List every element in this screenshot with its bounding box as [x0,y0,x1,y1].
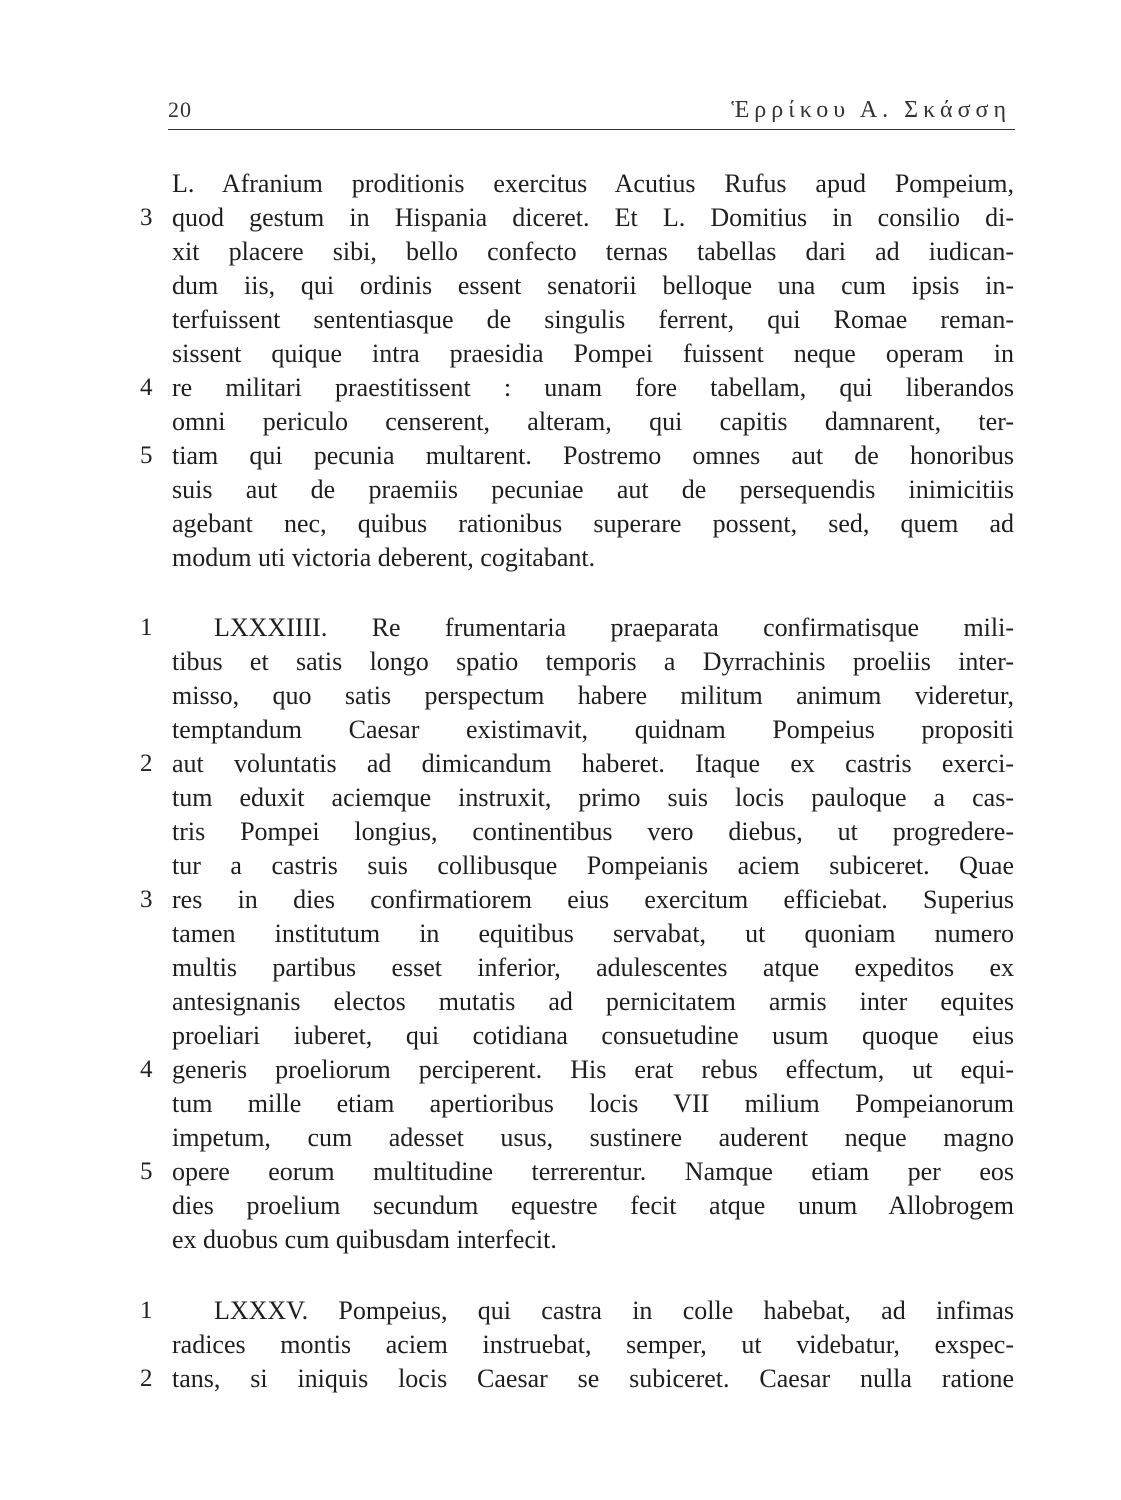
text-line: generis proeliorum perciperent. His erat rebus effectum, ut equi- [172,1055,1014,1084]
text-line: xit placere sibi, bello confecto ternas tabellas dari ad iudican- [172,237,1014,266]
text-line: LXXXIIII. Re frumentaria praeparata confirmatisque mili- [214,613,1014,642]
margin-section-number: 4 [140,1056,153,1083]
text-line: tiam qui pecunia multarent. Postremo omnes aut de honoribus [172,441,1014,470]
text-line: antesignanis electos mutatis ad pernicitatem armis inter equites [172,987,1014,1016]
margin-section-number: 1 [140,1297,153,1324]
text-line: aut voluntatis ad dimicandum haberet. Itaque ex castris exerci- [172,749,1014,778]
text-line: res in dies confirmatiorem eius exercitum efficiebat. Superius [172,885,1014,914]
text-line: tris Pompei longius, continentibus vero diebus, ut progredere- [172,817,1014,846]
text-line: dum iis, qui ordinis essent senatorii belloque una cum ipsis in- [172,271,1014,300]
text-line: LXXXV. Pompeius, qui castra in colle habebat, ad infimas [214,1296,1014,1325]
text-line: modum uti victoria deberent, cogitabant. [172,543,596,572]
margin-section-number: 5 [140,1158,153,1185]
text-line: agebant nec, quibus rationibus superare possent, sed, quem ad [172,509,1014,538]
margin-section-number: 3 [140,204,153,231]
text-line: tum mille etiam apertioribus locis VII milium Pompeianorum [172,1089,1014,1118]
text-line: quod gestum in Hispania diceret. Et L. Domitius in consilio di- [172,203,1014,232]
text-line: tum eduxit aciemque instruxit, primo suis locis pauloque a cas- [172,783,1014,812]
margin-section-number: 2 [140,750,153,777]
text-line: sissent quique intra praesidia Pompei fuissent neque operam in [172,339,1014,368]
margin-section-number: 3 [140,886,153,913]
page-header [168,93,1015,130]
margin-section-number: 4 [140,374,153,401]
text-line: tur a castris suis collibusque Pompeianis aciem subiceret. Quae [172,851,1014,880]
margin-section-number: 5 [140,442,153,469]
text-line: multis partibus esset inferior, adulescentes atque expeditos ex [172,953,1014,982]
text-line: L. Afranium proditionis exercitus Acutius Rufus apud Pompeium, [172,169,1014,198]
text-line: suis aut de praemiis pecuniae aut de persequendis inimicitiis [172,475,1014,504]
text-line: proeliari iuberet, qui cotidiana consuetudine usum quoque eius [172,1021,1014,1050]
running-head: Ἑρρίκου Α. Σκάσση [731,97,1011,123]
text-line: temptandum Caesar existimavit, quidnam Pompeius propositi [172,715,1014,744]
text-line: re militari praestitissent : unam fore tabellam, qui liberandos [172,373,1014,402]
text-line: dies proelium secundum equestre fecit atque unum Allobrogem [172,1191,1014,1220]
text-line: ex duobus cum quibusdam interfecit. [172,1225,557,1254]
text-line: radices montis aciem instruebat, semper, ut videbatur, exspec- [172,1330,1014,1359]
text-line: misso, quo satis perspectum habere militum animum videretur, [172,681,1014,710]
text-line: omni periculo censerent, alteram, qui capitis damnarent, ter- [172,407,1014,436]
text-line: terfuissent sententiasque de singulis ferrent, qui Romae reman- [172,305,1014,334]
text-line: tibus et satis longo spatio temporis a Dyrrachinis proeliis inter- [172,647,1014,676]
margin-section-number: 2 [140,1365,153,1392]
text-line: tamen institutum in equitibus servabat, ut quoniam numero [172,919,1014,948]
text-line: impetum, cum adesset usus, sustinere auderent neque magno [172,1123,1014,1152]
text-line: opere eorum multitudine terrerentur. Namque etiam per eos [172,1157,1014,1186]
margin-section-number: 1 [140,614,153,641]
page-number: 20 [168,97,192,122]
text-line: tans, si iniquis locis Caesar se subiceret. Caesar nulla ratione [172,1364,1014,1393]
